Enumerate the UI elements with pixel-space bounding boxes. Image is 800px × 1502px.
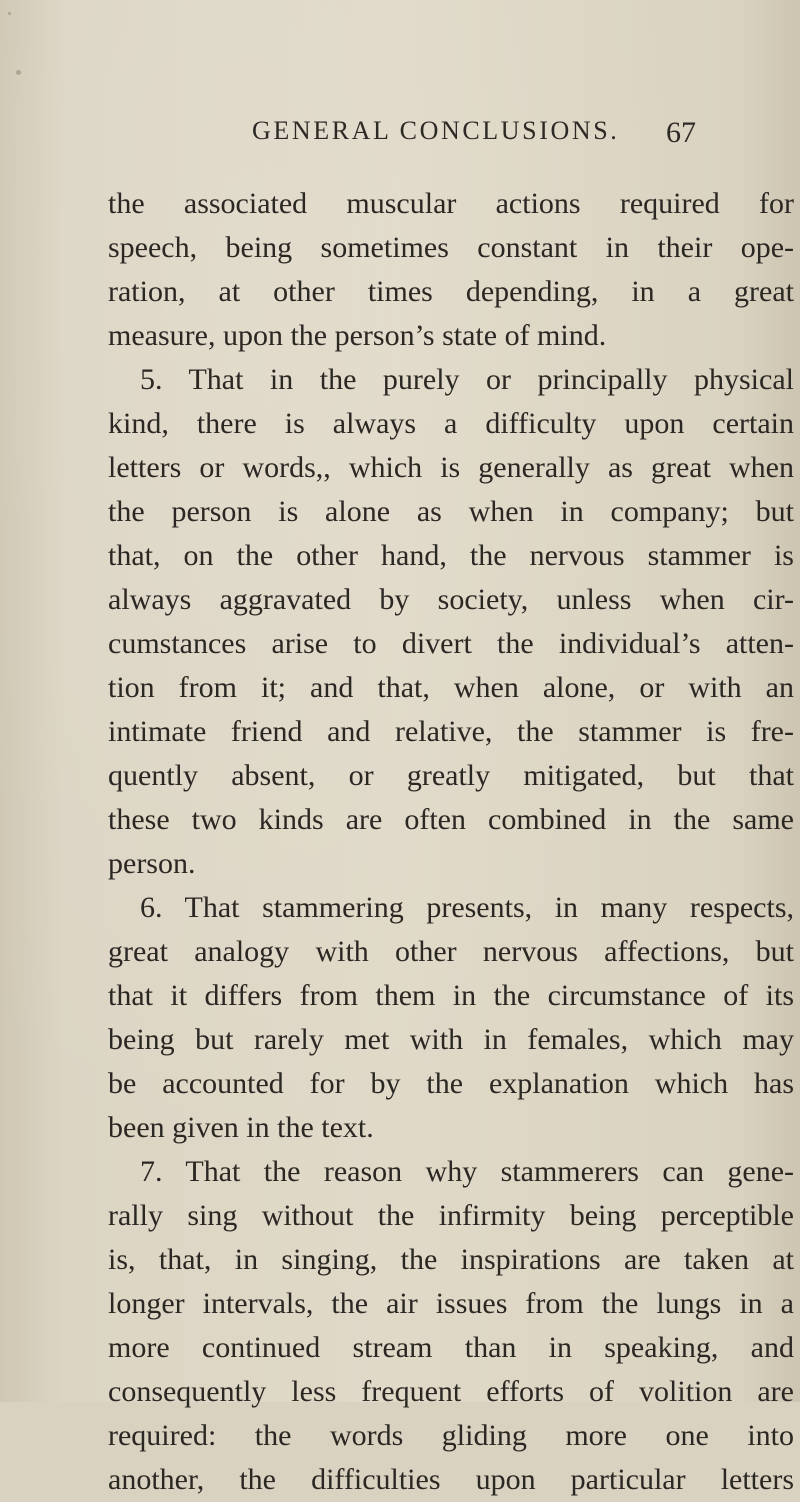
text-line: 5. That in the purely or principally physical	[140, 363, 794, 396]
text-line: intimate friend and relative, the stammer is fre-	[108, 715, 794, 748]
text-line: longer intervals, the air issues from the lungs in a	[108, 1287, 794, 1320]
text-line: the person is alone as when in company; but	[108, 495, 794, 528]
text-line: measure, upon the person’s state of mind.	[108, 319, 607, 352]
text-line: letters or words,, which is generally as great when	[108, 451, 794, 484]
running-head: GENERAL CONCLUSIONS.	[252, 116, 620, 145]
text-line: 7. That the reason why stammerers can gene-	[140, 1155, 794, 1188]
text-line: great analogy with other nervous affections, but	[108, 935, 794, 968]
paper-spot	[8, 12, 11, 15]
text-line: cumstances arise to divert the individual’s atten-	[108, 627, 794, 660]
text-line: is, that, in singing, the inspirations are taken at	[108, 1243, 794, 1276]
text-line: another, the difficulties upon particular letters	[108, 1463, 794, 1496]
text-line: consequently less frequent efforts of volition are	[108, 1375, 794, 1408]
text-line: be accounted for by the explanation which has	[108, 1067, 794, 1100]
text-line: being but rarely met with in females, which may	[108, 1023, 794, 1056]
text-line: quently absent, or greatly mitigated, but that	[108, 759, 794, 792]
text-line: required: the words gliding more one into	[108, 1419, 794, 1452]
text-line: always aggravated by society, unless when cir-	[108, 583, 794, 616]
text-line: 6. That stammering presents, in many respects,	[140, 891, 794, 924]
paper-spot	[16, 70, 21, 75]
page-number: 67	[666, 116, 696, 149]
text-line: ration, at other times depending, in a great	[108, 275, 794, 308]
text-line: kind, there is always a difficulty upon certain	[108, 407, 794, 440]
text-line: been given in the text.	[108, 1111, 374, 1144]
text-line: that it differs from them in the circumstance of its	[108, 979, 794, 1012]
text-line: these two kinds are often combined in the same	[108, 803, 794, 836]
text-line: speech, being sometimes constant in their ope-	[108, 231, 794, 264]
text-line: person.	[108, 847, 196, 880]
text-line: rally sing without the infirmity being perceptible	[108, 1199, 794, 1232]
page-header	[252, 116, 696, 156]
text-line: the associated muscular actions required for	[108, 187, 794, 220]
text-line: tion from it; and that, when alone, or with an	[108, 671, 794, 704]
text-line: that, on the other hand, the nervous stammer is	[108, 539, 794, 572]
text-line: more continued stream than in speaking, and	[108, 1331, 794, 1364]
